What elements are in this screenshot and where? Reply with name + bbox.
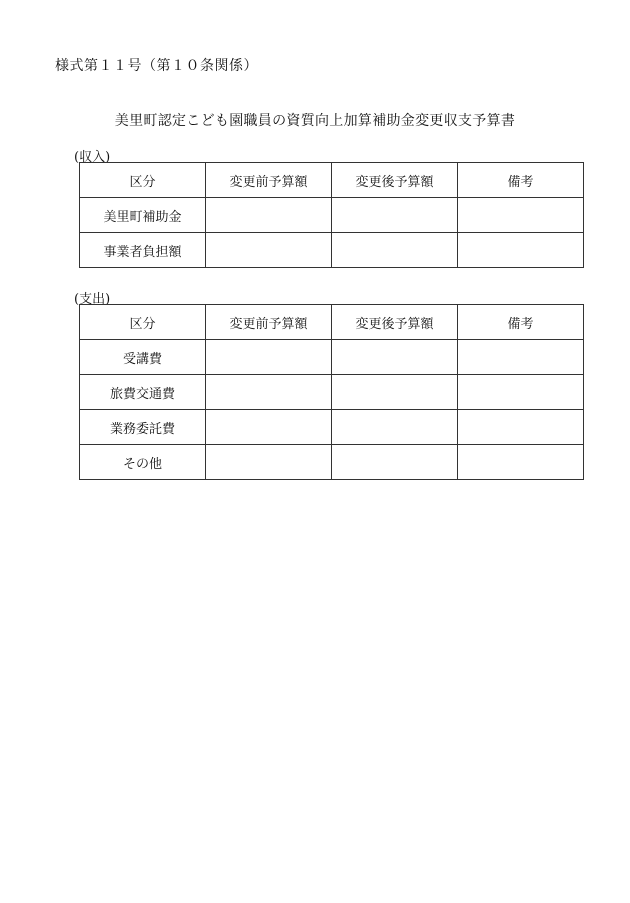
before-amount-cell[interactable] [206,445,332,480]
table-row [80,198,584,233]
before-amount-cell[interactable] [206,198,332,233]
expense-table [79,304,584,480]
table-row [80,375,584,410]
before-amount-cell[interactable] [206,233,332,268]
table-row [80,340,584,375]
income-table [79,162,584,268]
after-amount-cell[interactable] [332,410,458,445]
row-category: 事業者負担額 [80,233,206,268]
table-header-row [80,305,584,340]
expense-section-label: (支出) [74,292,111,307]
header-remarks: 備考 [458,305,584,340]
header-category: 区分 [80,163,206,198]
remarks-cell[interactable] [458,233,584,268]
row-category: 旅費交通費 [80,375,206,410]
header-after-amount: 変更後予算額 [332,163,458,198]
before-amount-cell[interactable] [206,340,332,375]
remarks-cell[interactable] [458,198,584,233]
row-category: 受講費 [80,340,206,375]
row-category: その他 [80,445,206,480]
header-after-amount: 変更後予算額 [332,305,458,340]
header-before-amount: 変更前予算額 [206,163,332,198]
before-amount-cell[interactable] [206,375,332,410]
after-amount-cell[interactable] [332,340,458,375]
row-category: 業務委託費 [80,410,206,445]
table-header-row [80,163,584,198]
header-category: 区分 [80,305,206,340]
form-number: 様式第１１号（第１０条関係） [55,58,258,74]
table-row [80,410,584,445]
table-row [80,233,584,268]
after-amount-cell[interactable] [332,375,458,410]
remarks-cell[interactable] [458,375,584,410]
after-amount-cell[interactable] [332,233,458,268]
before-amount-cell[interactable] [206,410,332,445]
table-row [80,445,584,480]
row-category: 美里町補助金 [80,198,206,233]
header-before-amount: 変更前予算額 [206,305,332,340]
after-amount-cell[interactable] [332,198,458,233]
income-section-label: (収入) [74,150,111,165]
document-title: 美里町認定こども園職員の資質向上加算補助金変更収支予算書 [114,113,516,129]
remarks-cell[interactable] [458,445,584,480]
header-remarks: 備考 [458,163,584,198]
remarks-cell[interactable] [458,340,584,375]
after-amount-cell[interactable] [332,445,458,480]
remarks-cell[interactable] [458,410,584,445]
